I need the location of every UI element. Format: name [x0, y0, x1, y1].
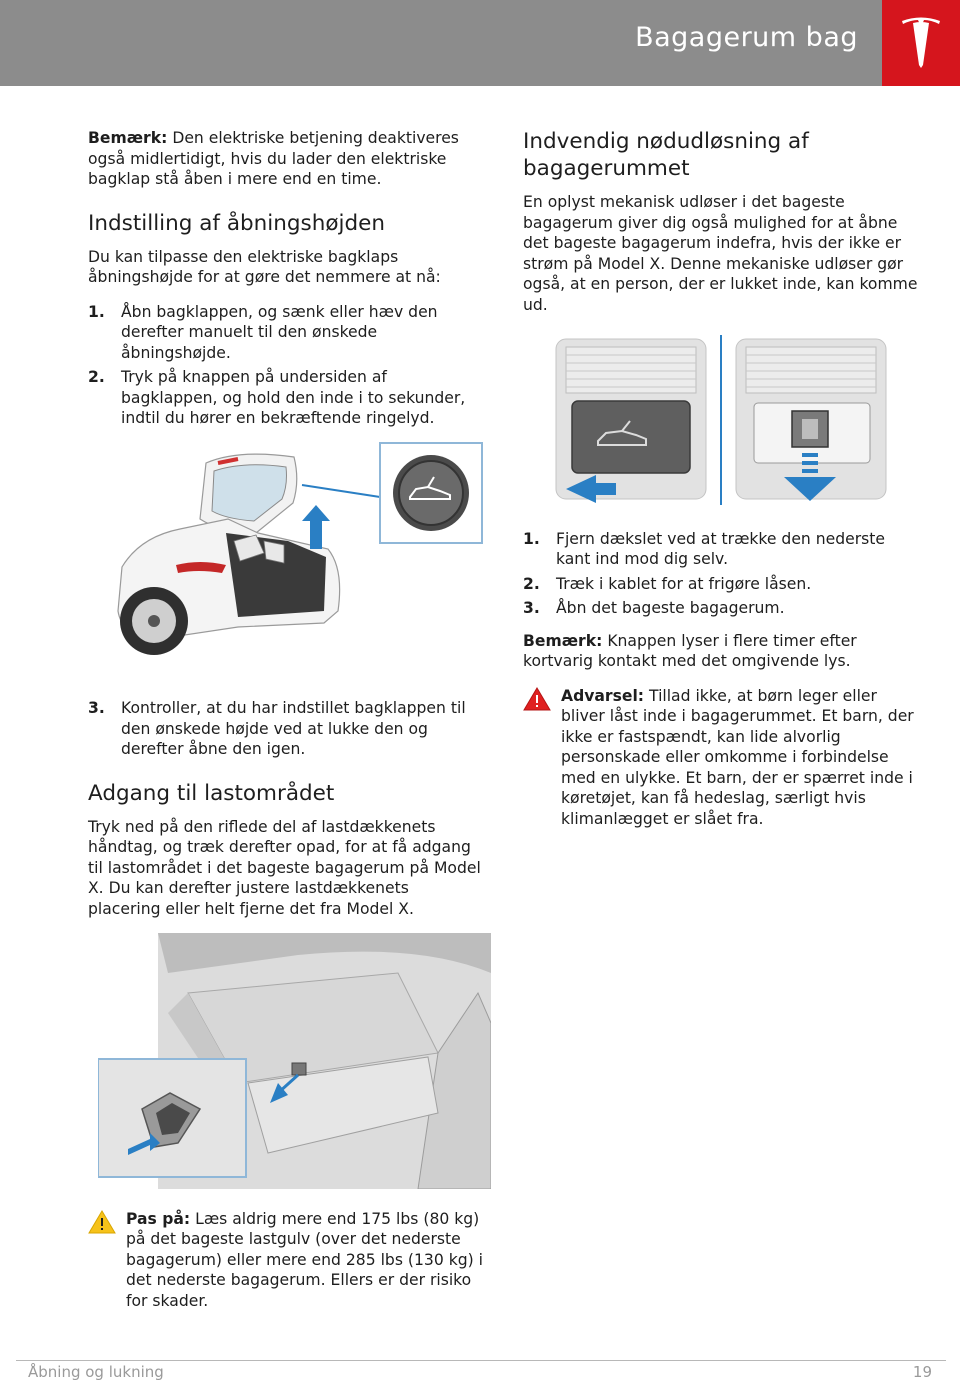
step-text: Træk i kablet for at frigøre låsen. — [556, 574, 812, 593]
note-text: Den elektriske betjening deaktiveres også midlertidigt, hvis du lader den elektriske bagklap stå åben i mere end en time. — [88, 129, 459, 188]
step-text: Åbn det bageste bagagerum. — [556, 599, 785, 617]
section-heading-emergency-release: Indvendig nødudløsning af bagagerummet — [523, 129, 809, 181]
caution-text: Læs aldrig mere end 175 lbs (80 kg) på det bageste lastgulv (over det nederste bagagerum) eller mere end 285 lbs (130 kg) i det nederste bagagerum. Ellers er der risiko for skader. — [126, 1209, 484, 1310]
step-number: 1. — [523, 529, 540, 548]
section-body: Tryk ned på den riflede del af lastdækkenets håndtag, og træk derefter opad, for at få adgang til lastområdet i det bageste bagagerum på Model X. Du kan derefter justere lastdækkenets placering eller helt fjerne det fra Model X. — [88, 817, 481, 918]
steps-list-emergency-release — [523, 529, 919, 619]
note-paragraph — [523, 631, 919, 672]
caution-label: Pas på: — [126, 1209, 191, 1228]
step-number: 2. — [523, 574, 540, 593]
page-number: 19 — [912, 1363, 932, 1381]
list-item — [88, 698, 484, 760]
note-label: Bemærk: — [88, 129, 168, 147]
right-column — [523, 128, 919, 841]
caution-notice — [88, 1209, 484, 1312]
footer-divider — [16, 1360, 946, 1361]
list-item — [523, 598, 919, 619]
list-item — [523, 529, 919, 570]
step-text: Fjern dækslet ved at trække den nederste kant ind mod dig selv. — [556, 529, 885, 568]
page-title: Bagagerum bag — [635, 22, 858, 53]
step-number: 1. — [88, 302, 105, 321]
section-heading-cargo-access: Adgang til lastområdet — [88, 780, 335, 806]
list-item — [523, 574, 919, 595]
caution-triangle-icon — [88, 1209, 126, 1312]
note-label: Bemærk: — [523, 631, 603, 650]
note-text: Knappen lyser i flere timer efter kortvarig kontakt med det omgivende lys. — [523, 631, 857, 670]
list-item — [88, 367, 484, 429]
tesla-logo-icon — [900, 15, 942, 69]
step-text: Kontroller, at du har indstillet bagklappen til den ønskede højde ved at lukke den og derefter åbne den igen. — [121, 699, 466, 758]
footer-section-name: Åbning og lukning — [28, 1363, 164, 1381]
cargo-area-illustration — [98, 933, 484, 1195]
warning-triangle-icon — [523, 686, 561, 830]
section-body: En oplyst mekanisk udløser i det bageste bagagerum giver dig også mulighed for at åbne det bageste bagagerum indefra, hvis der ikke er strøm på Model X. Denne mekaniske udløser gør også, at en person, der er lukket inde, kan komme ud. — [523, 193, 918, 314]
list-item — [88, 302, 484, 364]
steps-list-opening-height — [88, 302, 484, 429]
caution-text-block — [126, 1209, 484, 1312]
step-number: 3. — [88, 699, 105, 717]
car-liftgate-image — [88, 441, 484, 679]
warning-label: Advarsel: — [561, 686, 645, 705]
release-panel-image — [536, 329, 906, 509]
liftgate-illustration — [88, 441, 484, 685]
note-paragraph — [88, 128, 484, 190]
emergency-release-illustration — [536, 329, 919, 515]
step-text: Åbn bagklappen, og sænk eller hæv den derefter manuelt til den ønskede åbningshøjde. — [121, 302, 438, 362]
section-heading-opening-height: Indstilling af åbningshøjden — [88, 210, 385, 236]
step-text: Tryk på knappen på undersiden af bagklappen, og hold den inde i to sekunder, indtil du hører en bekræftende ringelyd. — [121, 368, 466, 427]
step-number: 3. — [523, 599, 540, 617]
page-header — [0, 0, 960, 86]
left-column — [88, 128, 484, 1323]
steps-list-opening-height-continued — [88, 698, 484, 760]
warning-text: Tillad ikke, at børn leger eller bliver låst inde i bagagerummet. Et barn, der ikke er fastspændt, kan lide alvorlig personskade eller omkomme i forbindelse med en ulykke. Et barn, der er spærret inde i køretøjet, kan få hedeslag, særligt hvis klimanlægget er slået fra. — [561, 686, 914, 828]
cargo-floor-image — [98, 933, 491, 1189]
step-number: 2. — [88, 368, 105, 386]
warning-text-block — [561, 686, 919, 830]
section-intro: Du kan tilpasse den elektriske bagklaps åbningshøjde for at gøre det nemmere at nå: — [88, 247, 441, 286]
warning-notice — [523, 686, 919, 830]
brand-logo — [882, 0, 960, 86]
